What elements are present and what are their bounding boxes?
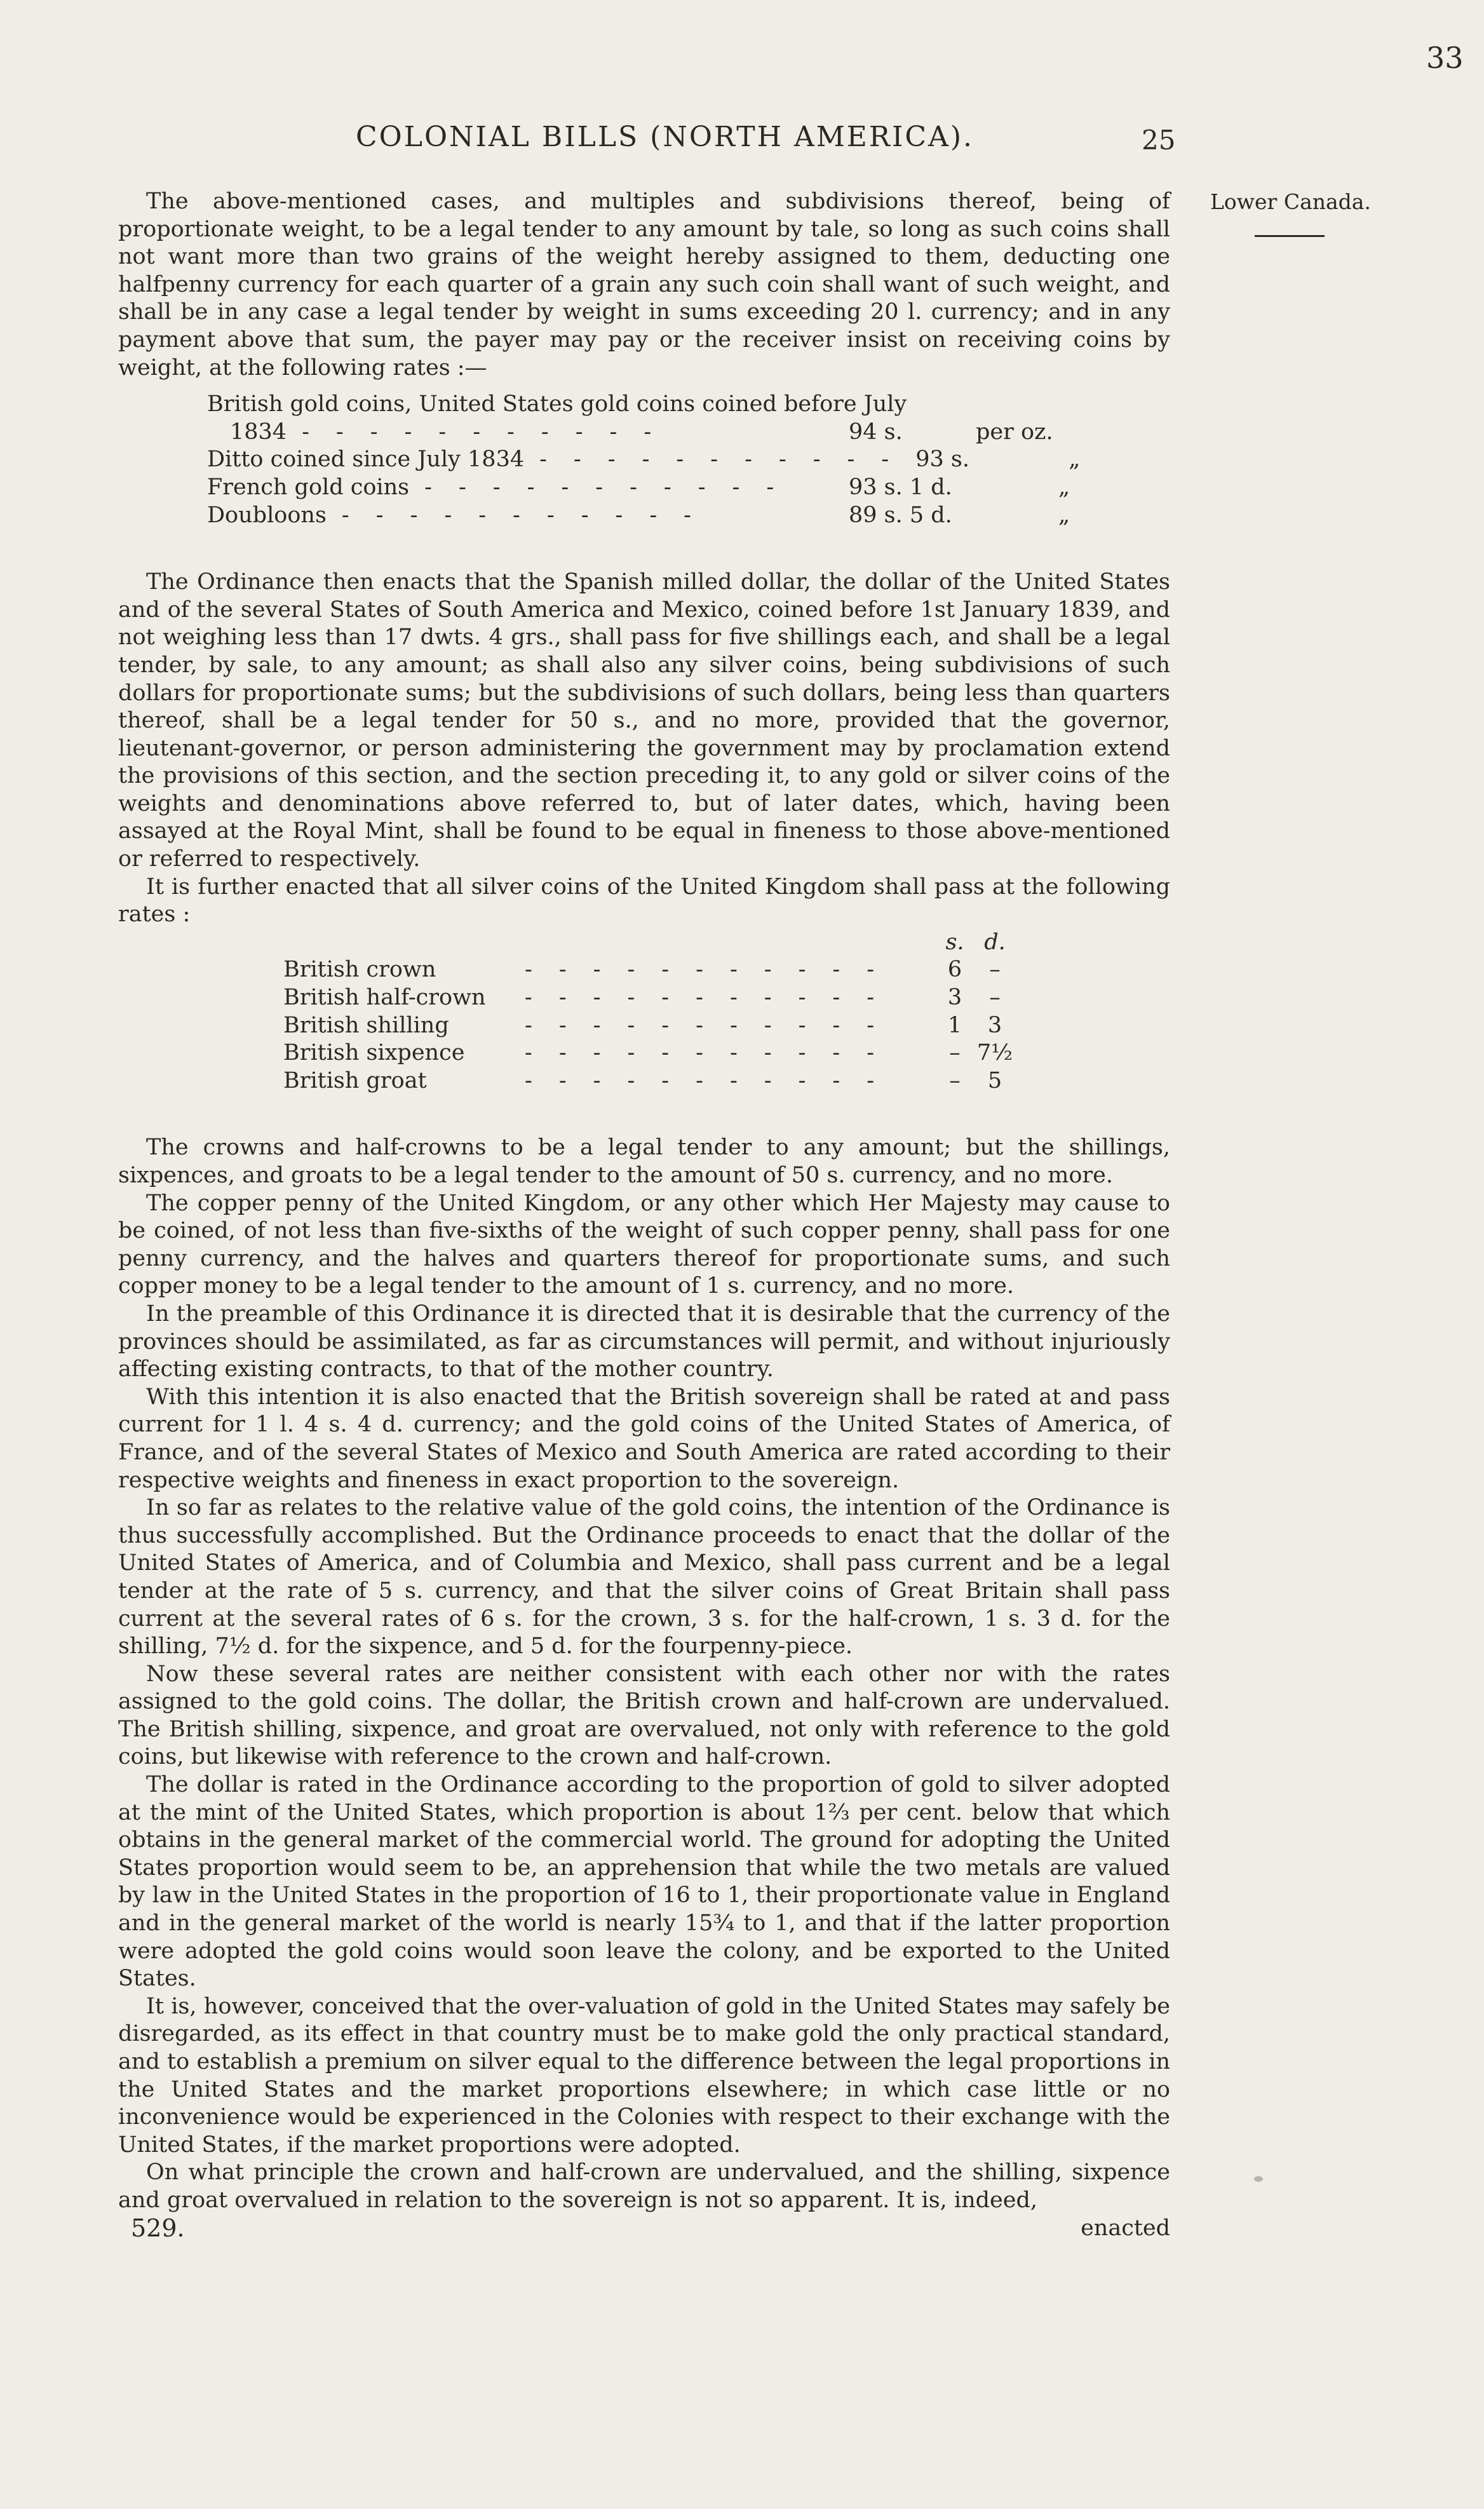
- silver-rate-row: [283, 1067, 1014, 1095]
- coin-label: British groat: [283, 1067, 427, 1093]
- leader-dashes: -----------: [525, 1040, 901, 1066]
- coin-pence: –: [989, 957, 1001, 983]
- gold-rate-row: [207, 502, 1096, 530]
- leader-dashes: -----------: [525, 957, 901, 983]
- gold-rate-value: 89 s. 5 d.: [849, 502, 952, 528]
- ditto-mark: „: [1058, 502, 1070, 528]
- coin-pence: 3: [987, 1012, 1002, 1038]
- coin-label: British half-crown: [283, 985, 486, 1011]
- gold-rate-table: [207, 391, 1096, 529]
- gold-rate-value: 93 s. 1 d.: [849, 474, 952, 500]
- silver-rate-table: [283, 929, 1014, 1095]
- page-number: 25: [1142, 125, 1176, 156]
- spacer: [118, 1095, 1170, 1134]
- pence-header: d.: [984, 929, 1006, 955]
- paragraph-1: The above-mentioned cases, and multiples and subdivisions thereof, being of proportionate weight, to be a legal tender to any amount by tale, so long as such coins shall not want more than two grains of the weight hereby assigned to them, deducting one halfpenny currency for each quarter of a grain any such coin shall want of such weight, and shall be in any case a legal tender by weight in sums exceeding 20 l. currency; and in any payment above that sum, the payer may pay or the receiver insist on receiving coins by weight, at the following rates :—: [118, 189, 1170, 381]
- leader-dashes: -----------: [539, 447, 916, 473]
- gold-rate-row: [207, 446, 1096, 474]
- gold-rate-label: French gold coins: [207, 474, 410, 500]
- gold-rate-label: 1834: [230, 419, 287, 445]
- coin-shillings: 3: [947, 985, 962, 1011]
- paragraph-7: With this intention it is also enacted that the British sovereign shall be rated at and pass current for 1 l. 4 s. 4 d. currency; and the gold coins of the United States of America, of France, and of the several States of Mexico and South America are rated according to their respective weights and fineness in exact proportion to the sovereign.: [118, 1384, 1170, 1493]
- gold-rate-value: 94 s.: [849, 419, 903, 445]
- running-head: COLONIAL BILLS (NORTH AMERICA).: [356, 121, 975, 153]
- leader-dashes: -----------: [525, 1067, 901, 1093]
- ink-smudge: [1254, 2176, 1263, 2182]
- gold-rate-label: British gold coins, United States gold coins coined before July: [207, 391, 907, 417]
- ditto-mark: „: [1069, 447, 1081, 473]
- coin-shillings: –: [949, 1067, 961, 1093]
- leader-dashes: -----------: [341, 502, 718, 528]
- paragraph-6: In the preamble of this Ordinance it is directed that it is desirable that the currency of the provinces should be assimilated, as far as circumstances will permit, and without injuriously affecting existing contracts, to that of the mother country.: [118, 1301, 1170, 1383]
- coin-pence: –: [989, 985, 1001, 1011]
- spacer: [118, 382, 1170, 391]
- silver-rate-row: [283, 1039, 1014, 1067]
- coin-shillings: –: [949, 1040, 961, 1066]
- coin-label: British shilling: [283, 1012, 449, 1038]
- coin-shillings: 1: [947, 1012, 962, 1038]
- gold-rate-unit: per oz.: [976, 419, 1053, 445]
- coin-label: British crown: [283, 957, 436, 983]
- margin-rule: [1255, 235, 1325, 237]
- paragraph-3: It is further enacted that all silver coins of the United Kingdom shall pass at the following rates :: [118, 874, 1170, 928]
- signature-mark: 529.: [131, 2214, 185, 2242]
- shillings-header: s.: [945, 929, 964, 955]
- silver-rate-row: [283, 984, 1014, 1012]
- leader-dashes: -----------: [525, 1012, 901, 1038]
- spacer: [118, 529, 1170, 569]
- paragraph-12: On what principle the crown and half-crown are undervalued, and the shilling, sixpence and groat overvalued in relation to the sovereign is not so apparent. It is, indeed,: [118, 2160, 1170, 2213]
- leader-dashes: -----------: [302, 419, 678, 445]
- paragraph-9: Now these several rates are neither consistent with each other nor with the rates assigned to the gold coins. The dollar, the British crown and half-crown are undervalued. The British shilling, sixpence, and groat are overvalued, not only with reference to the gold coins, but likewise with reference to the crown and half-crown.: [118, 1661, 1170, 1770]
- leader-dashes: -----------: [424, 474, 801, 500]
- silver-rate-header: [283, 929, 1014, 957]
- gold-rate-value: 93 s.: [915, 447, 969, 473]
- gold-rate-row: [207, 419, 1096, 447]
- silver-rate-row: [283, 956, 1014, 984]
- catchword: enacted: [1081, 2215, 1170, 2241]
- leader-dashes: -----------: [525, 985, 901, 1011]
- coin-pence: 5: [987, 1067, 1002, 1093]
- top-folio-number: 33: [1426, 41, 1464, 75]
- gold-rate-row: [207, 474, 1096, 502]
- paragraph-11: It is, however, conceived that the over-valuation of gold in the United States may safely be disregarded, as its effect in that country must be to make gold the only practical standard, and to establish a premium on silver equal to the difference between the legal proportions in the United States and the market proportions elsewhere; in which case little or no inconvenience would be experienced in the Colonies with respect to their exchange with the United States, if the market proportions were adopted.: [118, 1993, 1170, 2158]
- gold-rate-label: Ditto coined since July 1834: [207, 447, 525, 473]
- paragraph-8: In so far as relates to the relative value of the gold coins, the intention of the Ordinance is thus successfully accomplished. But the Ordinance proceeds to enact that the dollar of the United States of America, and of Columbia and Mexico, shall pass current and be a legal tender at the rate of 5 s. currency, and that the silver coins of Great Britain shall pass current at the several rates of 6 s. for the crown, 3 s. for the half-crown, 1 s. 3 d. for the shilling, 7½ d. for the sixpence, and 5 d. for the fourpenny-piece.: [118, 1495, 1170, 1660]
- ditto-mark: „: [1058, 474, 1070, 500]
- coin-label: British sixpence: [283, 1040, 465, 1066]
- paragraph-4: The crowns and half-crowns to be a legal tender to any amount; but the shillings, sixpences, and groats to be a legal tender to the amount of 50 s. currency, and no more.: [118, 1135, 1170, 1188]
- silver-rate-row: [283, 1012, 1014, 1040]
- paragraph-10: The dollar is rated in the Ordinance according to the proportion of gold to silver adopted at the mint of the United States, which proportion is about 1⅔ per cent. below that which obtains in the general market of the commercial world. The ground for adopting the United States proportion would seem to be, an apprehension that while the two metals are valued by law in the United States in the proportion of 16 to 1, their proportionate value in England and in the general market of the world is nearly 15¾ to 1, and that if the latter proportion were adopted the gold coins would soon leave the colony, and be exported to the United States.: [118, 1772, 1170, 1992]
- coin-shillings: 6: [947, 957, 962, 983]
- gold-rate-label: Doubloons: [207, 502, 327, 528]
- body-text: [118, 188, 1170, 2242]
- gold-rate-row: [207, 391, 1096, 419]
- coin-pence: 7½: [976, 1040, 1013, 1066]
- paragraph-2: The Ordinance then enacts that the Spanish milled dollar, the dollar of the United States and of the several States of South America and Mexico, coined before 1st January 1839, and not weighing less than 17 dwts. 4 grs., shall pass for five shillings each, and shall be a legal tender, by sale, to any amount; as shall also any silver coins, being subdivisions of such dollars for proportionate sums; but the subdivisions of such dollars, being less than quarters thereof, shall be a legal tender for 50 s., and no more, provided that the governor, lieutenant-governor, or person administering the government may by proclamation extend the provisions of this section, and the section preceding it, to any gold or silver coins of the weights and denominations above referred to, but of later dates, which, having been assayed at the Royal Mint, shall be found to be equal in fineness to those above-mentioned or referred to respectively.: [118, 569, 1170, 872]
- paragraph-5: The copper penny of the United Kingdom, or any other which Her Majesty may cause to be coined, of not less than five-sixths of the weight of such copper penny, shall pass for one penny currency, and the halves and quarters thereof for proportionate sums, and such copper money to be a legal tender to the amount of 1 s. currency, and no more.: [118, 1190, 1170, 1299]
- page-footer-line: [118, 2215, 1170, 2243]
- margin-note: Lower Canada.: [1210, 189, 1371, 214]
